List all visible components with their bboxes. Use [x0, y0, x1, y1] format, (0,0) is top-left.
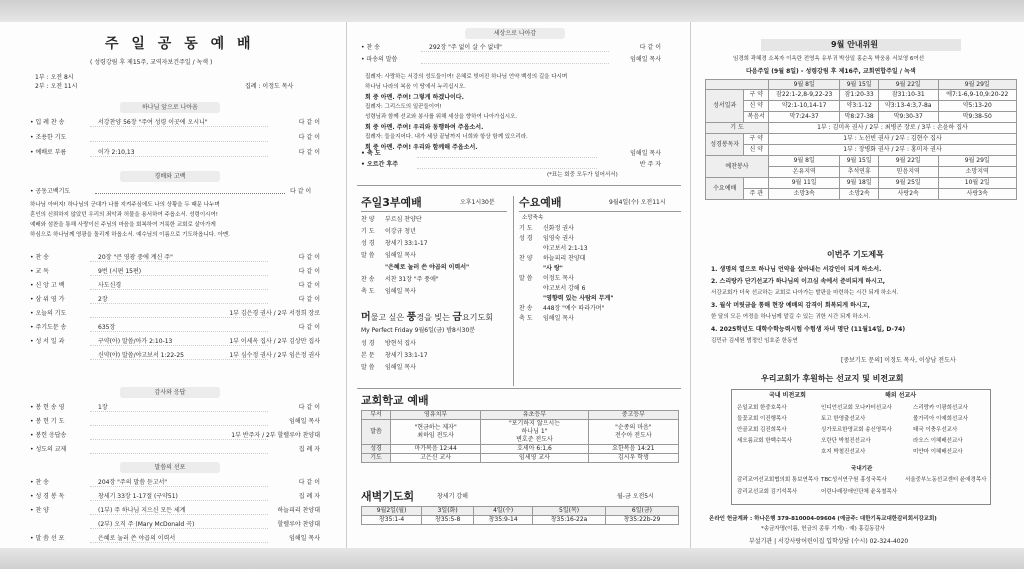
- divider: [361, 211, 507, 212]
- order-leader: 임해일 목사: [289, 535, 320, 542]
- divider: [519, 211, 681, 212]
- leader-dots: [95, 193, 285, 194]
- section-word: 말씀의 선포: [120, 462, 220, 473]
- confession-right: 다 같 이: [290, 188, 312, 195]
- leader-dots: [90, 156, 268, 157]
- date-cell: 9월 29일: [938, 156, 1016, 167]
- role-value: 임영숙 권사: [543, 235, 574, 242]
- lectionary-type: 복음서: [744, 112, 769, 123]
- order-detail: 20장 "큰 영광 중에 계신 주": [98, 254, 173, 261]
- school-header-cell: 중고등부: [588, 411, 678, 420]
- role-value: 야고보서 강해 6: [543, 285, 586, 292]
- school-cell: "포기하지 않으시는 하나님 1" 변호준 전도사: [481, 420, 588, 445]
- order-detail: 서강찬양 56장 "주여 성령 이곳에 오시니": [98, 119, 208, 126]
- order-leader: 다 같 이: [298, 296, 320, 303]
- school-cell: "현금하는 제자" 최하임 전도사: [391, 420, 481, 445]
- section-confession: 경배와 고백: [120, 171, 220, 182]
- order-leader: 임해일 목사: [289, 418, 320, 425]
- reader-type: 신 약: [744, 145, 769, 156]
- role-value: "영향력 있는 사람의 무게": [543, 295, 614, 302]
- order-leader: 다 같 이: [298, 324, 320, 331]
- order-label: • 오르간 후주: [361, 161, 398, 169]
- next-week-title: 다음주일 (9월 8일) - 성령강림 후 제16주, 교회연합주일 / 녹색: [746, 68, 916, 75]
- role-label: 성 경: [519, 235, 533, 242]
- leader-dots: [417, 157, 597, 158]
- dawn-text: 창35:9-14: [474, 516, 533, 525]
- role-value: 임해일 목사: [385, 252, 416, 259]
- prayer-item: 김민규 김세원 범정인 임호준 한동연: [711, 338, 798, 344]
- order-leader: 1부 김은경 권사 / 2부 서정희 장로: [229, 310, 320, 317]
- order-leader: 다 같 이: [298, 282, 320, 289]
- friday-title: [361, 313, 493, 323]
- order-detail: 구약(아) 말씀/아가 2:10-13: [98, 338, 173, 345]
- lectionary-reading: 약5:13-20: [938, 101, 1016, 112]
- role-label: 성 경: [361, 340, 375, 347]
- order-leader: 다 같 이: [298, 149, 320, 156]
- lectionary-reading: 약2:1-10,14-17: [769, 101, 840, 112]
- role-value: 서찬 31장 "주 풍애": [385, 276, 439, 283]
- serve-value: 믿음지역: [878, 167, 938, 178]
- mission-entry: 들꽃교회 이진행목사: [737, 416, 787, 422]
- order-label: • 예배로 부름: [30, 149, 66, 157]
- leader-dots: [90, 317, 268, 318]
- wed-value: 사랑2속: [878, 189, 938, 200]
- mission-org-entry: 어린나래장애인단체 윤옥철목사: [821, 489, 898, 495]
- mission-entry: 라오스 이혜배선교사: [913, 438, 963, 444]
- order-label: • 찬 송: [30, 254, 49, 262]
- mission-entry: 호지 박철진선교사: [821, 449, 866, 455]
- date-cell: 9월 15일: [840, 80, 879, 90]
- role-value: "은혜로 눌러 쓴 야곱의 이력서": [385, 264, 470, 271]
- date-cell: 9월 8일: [769, 156, 840, 167]
- service-time-1: 1부 : 오전 8시: [35, 74, 74, 81]
- order-detail: 1장: [98, 404, 108, 411]
- bulletin-column-3: [690, 22, 1024, 548]
- school-cell: 호세아 6:1,6: [481, 445, 588, 454]
- mission-org-entry: TBC성서연구원 홍성국목사: [821, 477, 887, 483]
- mission-title: 우리교회가 후원하는 선교지 및 비전교회: [761, 374, 904, 383]
- role-label: 축 도: [519, 315, 533, 322]
- leader-dots: [421, 63, 609, 64]
- mission-entry: 볼가리아 이예희선교사: [913, 416, 968, 422]
- page-title: 주 일 공 동 예 배: [105, 36, 255, 52]
- leader-dots: [90, 331, 268, 332]
- offering-account: 온라인 헌금계좌 : 하나은행 379-810004-09604 (예금주: 대한기독교대한감리회서강교회): [709, 516, 937, 522]
- order-leader: 집 례 자: [298, 446, 320, 453]
- lectionary-reading: 막7:24-37: [769, 112, 840, 123]
- order-leader: 다 같 이: [639, 44, 661, 51]
- order-label: • 봉헌 응답송: [30, 432, 66, 440]
- leader-dots: [90, 261, 268, 262]
- role-label: 기 도: [519, 225, 533, 232]
- leader-dots: [90, 345, 268, 346]
- lectionary-reading: 잠22:1-2,8-9,22-23: [769, 90, 840, 101]
- school-header-cell: 부서: [362, 411, 391, 420]
- prayer-label: 기 도: [706, 123, 769, 134]
- school-cell: 고은신 교사: [391, 454, 481, 463]
- order-leader: 다 같 이: [298, 254, 320, 261]
- mission-org-entry: 감리교선교회 김기석목사: [737, 489, 798, 495]
- role-value: 이정도 목사: [543, 275, 574, 282]
- prayer-item: 4. 2025학년도 대학수학능력시험 수험생 자녀 명단 (11월14일, D-74): [711, 326, 906, 333]
- date-cell: 9월 29일: [938, 80, 1016, 90]
- section-thanks: 감사와 응답: [120, 387, 220, 398]
- role-value: 448장 "예수 따라가며": [543, 305, 605, 312]
- leader-dots: [90, 439, 268, 440]
- dawn-text: 창35:22b-29: [605, 516, 678, 525]
- friday-title-e: 금: [452, 312, 463, 323]
- leader-dots: [90, 289, 268, 290]
- friday-title-c: 풍: [406, 312, 417, 323]
- order-label: • 파송의 말씀: [361, 56, 397, 64]
- mission-foreign-title: 해외 선교사: [885, 392, 917, 399]
- order-label: • 교 독: [30, 268, 49, 276]
- leader-dots: [90, 528, 268, 529]
- mission-org-entry: 서울중부노동선교센터 윤애경목사: [905, 477, 987, 483]
- leader-dots: [90, 275, 268, 276]
- blank-cell: [744, 178, 769, 189]
- dawn-text: 창35:5-8: [422, 516, 474, 525]
- mission-entry: 미얀마 이혜배선교사: [913, 449, 963, 455]
- order-detail: 635장: [98, 324, 116, 331]
- mission-domestic-title: 국내 비전교회: [769, 392, 806, 399]
- lectionary-reading: 막9:38-50: [938, 112, 1016, 123]
- role-value: 창세기 33:1-17: [385, 352, 428, 359]
- wednesday-time: 9월4일(수) 오전11시: [609, 199, 666, 206]
- school-cell: "순종의 마음" 전수아 전도사: [588, 420, 678, 445]
- role-value: 창세기 33:1-17: [385, 240, 428, 247]
- order-detail: (1부) 주 하나님 지으신 모든 세계: [98, 507, 186, 514]
- order-detail: 신약(야) 말씀/야고보서 1:22-25: [98, 352, 184, 359]
- order-label: • 삼 위 영 가: [30, 296, 64, 304]
- school-title: 교회학교 예배: [361, 394, 429, 407]
- leader-dots: [90, 514, 268, 515]
- sending-line: 집례자: 그리스도의 일꾼들이여!: [365, 104, 442, 110]
- sending-line: 회 중 아멘. 주여! 우리와 함께해 주옵소서.: [365, 144, 478, 151]
- prayer-item: 3. 월삭 머릿금을 통해 현장 예배의 감격이 회복되게 하시고,: [711, 302, 870, 309]
- reader-type: 구 약: [744, 134, 769, 145]
- wednesday-title: 수요예배: [519, 196, 562, 209]
- order-label: • 성도의 교제: [30, 446, 66, 454]
- order-label: • 입 례 찬 송: [30, 119, 64, 127]
- date-cell: 9월 25일: [878, 178, 938, 189]
- date-cell: 10월 2일: [938, 178, 1016, 189]
- order-detail: 사도신경: [98, 282, 122, 289]
- leader-dots: [90, 486, 268, 487]
- order-leader: 다 같 이: [298, 119, 320, 126]
- date-cell: 9월 18일: [840, 178, 879, 189]
- confession-line: 혼인의 신뢰하지 않았던 우리의 죄악과 허물을 용서하여 주옵소서. 성령이시여!: [30, 212, 218, 218]
- presider: 집례 : 이정도 목사: [245, 83, 294, 90]
- order-leader: 1부 심수정 권사 / 2부 임은정 권사: [229, 352, 320, 359]
- order-detail: 은혜로 눌러 쓴 야곱의 이력서: [98, 535, 176, 542]
- order-label: • 주기도문 송: [30, 324, 66, 332]
- wednesday-sub: 소망축속: [522, 215, 544, 221]
- role-label: 말 씀: [519, 275, 533, 282]
- order-label: • 성 서 일 과: [30, 338, 64, 346]
- mission-entry: 태국 이충우선교사: [913, 427, 958, 433]
- committee-title: 9월 안내위원: [831, 40, 878, 49]
- order-label: • 찬 송: [30, 479, 49, 487]
- order-leader: 1부 이세옥 집사 / 2부 김상만 집사: [229, 338, 320, 345]
- mission-entry: 안골교회 김진희목사: [737, 427, 787, 433]
- leader-dots: [421, 51, 609, 52]
- role-value: 하늘피리 찬양대: [543, 255, 586, 262]
- dawn-sub: 창세기 강해: [437, 493, 468, 500]
- reader-label: 성경봉독자: [706, 134, 744, 156]
- confession-label: • 공동고백기도: [30, 188, 70, 196]
- role-label: 성 경: [361, 240, 375, 247]
- role-label: 말 씀: [361, 252, 375, 259]
- school-header-cell: 유초등부: [481, 411, 588, 420]
- order-detail: 9번 (시편 15편): [98, 268, 142, 275]
- friday-title-f: 요기도회: [462, 313, 493, 322]
- order-detail: (2부) 오직 주 (Mary McDonald 곡): [98, 521, 195, 528]
- page-subtitle: ( 성령강림 후 제15주, 교역자보건주일 / 녹색 ): [90, 59, 213, 66]
- leader-dots: [90, 425, 268, 426]
- leader-dots: [417, 168, 597, 169]
- lectionary-reading: 에7:1-6,9-10,9:20-22: [938, 90, 1016, 101]
- wed-label: 수요예배: [706, 178, 744, 200]
- friday-title-a: 머: [361, 312, 371, 323]
- sending-line: 성령님과 함께 선교와 봉사를 위해 세상을 향하여 나아가십시오.: [365, 114, 518, 120]
- order-leader: 1부 반주자 / 2부 할렐루야 찬양대: [231, 432, 320, 439]
- confession-line: 하심으로 하나님께 영광을 돌리게 하옵소서. 예수님의 이름으로 기도하옵니다. 아멘.: [30, 232, 230, 238]
- order-label: • 찬 양: [30, 507, 49, 515]
- friday-title-d: 경을 빚는: [416, 313, 453, 322]
- dawn-day: 9월2일(월): [362, 507, 422, 516]
- role-label: 찬 송: [519, 305, 533, 312]
- order-detail: 204장 "주의 말씀 듣고서": [98, 479, 168, 486]
- leader-dots: [90, 359, 268, 360]
- role-value: 이강규 청년: [385, 228, 416, 235]
- friday-title-b: 물고 싶은: [370, 313, 407, 322]
- order-label: • 성 경 봉 독: [30, 493, 64, 501]
- role-label: 말 씀: [361, 364, 375, 371]
- leader-dots: [90, 411, 268, 412]
- lectionary-type: 구 약: [744, 90, 769, 101]
- order-leader: 임해일 목사: [630, 56, 661, 63]
- order-detail: 292장 "주 없이 살 수 없네": [429, 44, 502, 51]
- prayer-title: 이번주 기도제목: [827, 250, 884, 259]
- wed-value: 소망3속: [769, 189, 840, 200]
- school-cell: 성경: [362, 445, 391, 454]
- date-cell: 9월 11일: [769, 178, 840, 189]
- section-sending: 세상으로 나아감: [465, 28, 565, 39]
- prayer-leaders: 1부 : 김미옥 권사 / 2부 : 최병곤 장로 / 3부 : 손윤하 집사: [769, 123, 1017, 134]
- prayer-item: 2. 스리랑카 단기선교가 하나님의 이끄심 속에서 준비되게 하시고,: [711, 278, 886, 285]
- order-detail: 2장: [98, 296, 108, 303]
- role-value: 부르심 찬양단: [385, 216, 422, 223]
- reader-names: 1부 : 장병화 권사 / 2부 : 홍미자 권사: [769, 145, 1017, 156]
- dawn-table: [361, 506, 679, 525]
- role-label: 찬 양: [519, 255, 533, 262]
- mission-org-title: 국내기관: [851, 466, 873, 472]
- sending-line: 회 중 아멘. 주여! 우리와 동행하여 주옵소서.: [365, 124, 484, 131]
- blank-cell: [706, 80, 769, 90]
- lectionary-reading: 약3:1-12: [840, 101, 879, 112]
- date-cell: 9월 22일: [878, 80, 938, 90]
- divider: [513, 196, 514, 386]
- reader-names: 1부 : 노선빈 권사 / 2부 : 김현수 집사: [769, 134, 1017, 145]
- order-leader: 할렐루야 찬양대: [277, 521, 320, 528]
- role-label: 기 도: [361, 228, 375, 235]
- lectionary-reading: 막8:27-38: [840, 112, 879, 123]
- order-leader: 반 주 자: [639, 161, 661, 168]
- role-value: 방현석 집사: [385, 340, 416, 347]
- wed-value: 소망2속: [840, 189, 879, 200]
- role-label: 찬 송: [361, 276, 375, 283]
- order-label: • 신 앙 고 백: [30, 282, 64, 290]
- order-leader: 다 같 이: [298, 134, 320, 141]
- order-label: • 봉 헌 기 도: [30, 418, 64, 426]
- mission-entry: 오란단 박철진선교사: [821, 438, 871, 444]
- prayer-item: 1. 생명의 열으로 하나님 언약을 살아내는 서강인이 되게 하소서.: [711, 266, 882, 273]
- order-leader: 하늘피리 찬양대: [277, 507, 320, 514]
- order-detail: 이가 2:10,13: [98, 149, 135, 156]
- lectionary-label: 성서일과: [706, 90, 744, 123]
- committee-names: 임경희 곽혜경 소복자 이옥란 전영옥 유부귀 박상일 홍순옥 박웅용 서보영 6여선: [733, 56, 925, 62]
- mission-entry: 세오름교회 한백수목사: [737, 438, 792, 444]
- leader-dots: [90, 542, 268, 543]
- serve-value: 추석연휴: [840, 167, 879, 178]
- leader-dots: [90, 141, 268, 142]
- leader-dots: [90, 500, 268, 501]
- order-label: • 말 씀 선 포: [30, 535, 64, 543]
- dawn-day: 4일(수): [474, 507, 533, 516]
- leader-dots: [90, 126, 268, 127]
- dawn-day: 3일(화): [422, 507, 474, 516]
- prayer-footer: [중보기도 문의] 이정도 목사, 이상남 전도사: [841, 357, 956, 364]
- school-cell: 말씀: [362, 420, 391, 445]
- divider: [357, 185, 681, 186]
- school-cell: 마가복음 12:44: [391, 445, 481, 454]
- dawn-day: 5일(목): [533, 507, 606, 516]
- role-value: 임해일 목사: [385, 288, 416, 295]
- mission-entry: 토고 한영출선교사: [821, 416, 866, 422]
- serve-value: 소망지역: [938, 167, 1016, 178]
- bottom-band: [0, 548, 1024, 569]
- role-label: 찬 양: [361, 216, 375, 223]
- lectionary-reading: 약3:13-4:3,7-8a: [878, 101, 938, 112]
- bulletin-column-1: [0, 22, 346, 548]
- order-label: • 오늘의 기도: [30, 310, 66, 318]
- sending-line: 집례자: 들을지어다. 내가 세상 끝날까지 너희와 항상 함께 있으리라.: [365, 134, 528, 140]
- dawn-day: 6일(금): [605, 507, 678, 516]
- wed-value: 사랑3속: [938, 189, 1016, 200]
- dawn-time: 월-금 오전5시: [617, 493, 654, 500]
- dawn-title: 새벽기도회: [361, 490, 415, 503]
- afternoon-title: 주일3부예배: [361, 196, 422, 209]
- mission-org-entry: 감리교여선교회협의회 통보연목사: [737, 477, 819, 483]
- serve-value: 온유지역: [769, 167, 840, 178]
- afternoon-time: 오후1시30분: [460, 199, 495, 206]
- sending-line: 집례자: 사랑하는 서강의 성도들이여! 은혜로 빚어진 하나님 언약 백성의 길을 다시며: [365, 74, 568, 80]
- role-value: 임해일 목사: [385, 364, 416, 371]
- role-value: "사 랑": [543, 265, 563, 272]
- mission-entry: 싱가포르한영교회 송신영목사: [821, 427, 892, 433]
- dawn-text: 창35:16-22a: [533, 516, 606, 525]
- school-table: [361, 410, 679, 463]
- divider: [357, 388, 681, 389]
- lectionary-reading: 잠31:10-31: [878, 90, 938, 101]
- serve-label: 예찬봉사: [706, 156, 769, 178]
- order-leader: 다 같 이: [298, 479, 320, 486]
- leader-dots: [90, 453, 268, 454]
- role-value: 신화정 권사: [543, 225, 574, 232]
- school-cell: 요한복음 14:21: [588, 445, 678, 454]
- date-cell: 9월 22일: [878, 156, 938, 167]
- friday-line: My Perfect Friday 9월6일(금) 밤8시30분: [361, 327, 476, 334]
- offering-note: *송금자명(이름, 헌금의 종류 기재) · 예) 홍길동감사: [761, 526, 886, 532]
- bulletin-column-2: [346, 22, 690, 548]
- dawn-text: 창35:1-4: [362, 516, 422, 525]
- leader-dots: [90, 303, 268, 304]
- order-label: • 축 도: [361, 150, 381, 158]
- top-band: [0, 0, 1024, 22]
- school-cell: 임세영 교사: [481, 454, 588, 463]
- mission-entry: 스리랑카 이광희선교사: [913, 405, 968, 411]
- order-label: • 찬 송: [361, 44, 380, 52]
- role-value: 임해일 목사: [543, 315, 574, 322]
- role-label: 축 도: [361, 288, 375, 295]
- service-time-2: 2부 : 오전 11시: [35, 83, 78, 90]
- role-label: 본 문: [361, 352, 375, 359]
- confession-line: 예배와 섬찬을 통해 사랑이신 주님의 마음을 회복하여 거룩한 교회로 살아가게: [30, 222, 216, 228]
- wed-sub: 주 관: [744, 189, 769, 200]
- sending-line: 하나님 나라의 복음 이 땅에서 누리십시오.: [365, 84, 466, 90]
- date-cell: 9월 8일: [769, 80, 840, 90]
- lectionary-type: 신 약: [744, 101, 769, 112]
- confession-line: 하나님 아버지! 하나님의 군대가 나를 지켜주심에도 나의 상황을 두 때문 나누며: [30, 202, 220, 208]
- sending-line: 회 중 아멘. 주여! 그렇게 하겠나이다.: [365, 94, 464, 101]
- order-leader: 다 같 이: [298, 268, 320, 275]
- prayer-item: 한 달의 모든 여정을 하나님께 맡길 수 있는 귀한 시간 되게 하소서.: [711, 314, 871, 320]
- order-leader: 다 같 이: [298, 404, 320, 411]
- section-approach: 하나님 앞으로 나아옴: [120, 102, 220, 113]
- order-label: • 조용한 기도: [30, 134, 66, 142]
- prayer-item: 서강교회가 더욱 선교하는 교회로 나아가는 발판을 마련하는 시간 되게 하소서.: [711, 290, 899, 296]
- institution-info: 부설기관 | 서강사랑어린이집 입학상담 (수시) 02-324-4020: [749, 538, 909, 545]
- lectionary-reading: 잠1:20-33: [840, 90, 879, 101]
- standing-note: (*표는 회중 모두가 일어서서): [547, 172, 618, 178]
- order-leader: 집 례 자: [298, 493, 320, 500]
- lectionary-reading: 막9:30-37: [878, 112, 938, 123]
- order-leader: 임해일 목사: [630, 150, 661, 157]
- school-cell: 기도: [362, 454, 391, 463]
- school-cell: 김시우 학생: [588, 454, 678, 463]
- order-label: • 봉 헌 송 영: [30, 404, 64, 412]
- school-header-cell: 영유치부: [391, 411, 481, 420]
- role-value: 야고보서 2:1-13: [543, 245, 588, 252]
- mission-entry: 인디언선교회 모나카터선교사: [821, 405, 892, 411]
- order-detail: 창세기 33장 1-17절 (구약51): [98, 493, 178, 500]
- lectionary-table: [705, 79, 1017, 200]
- date-cell: 9월 15일: [840, 156, 879, 167]
- mission-entry: 은일교회 한중호목사: [737, 405, 787, 411]
